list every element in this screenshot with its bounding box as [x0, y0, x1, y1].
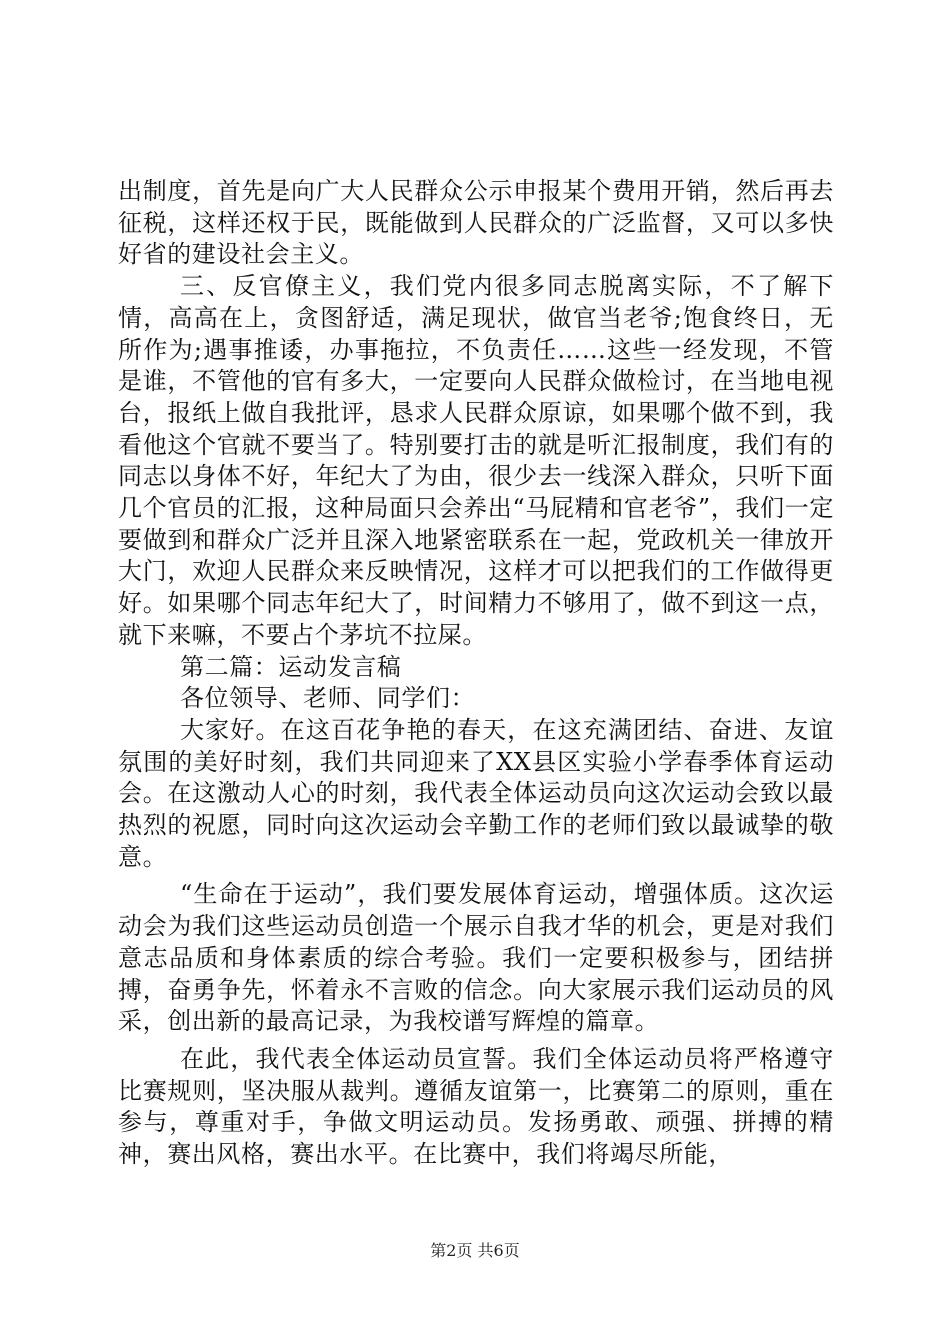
page-number-footer: 第2页 共6页	[430, 1241, 520, 1260]
document-body	[118, 176, 834, 1171]
paragraph-continuation: 出制度，首先是向广大人民群众公示申报某个费用开销，然后再去征税，这样还权于民，既能做到人民群众的广泛监督，又可以多快好省的建设社会主义。	[118, 177, 834, 269]
paragraph-greeting: 大家好。在这百花争艳的春天，在这充满团结、奋进、友谊氛围的美好时刻，我们共同迎来了XX县区实验小学春季体育运动会。在这激动人心的时刻，我代表全体运动员向这次运动会致以最热烈的祝愿，同时向这次运动会辛勤工作的老师们致以最诚挚的敬意。	[118, 715, 834, 871]
paragraph-anti-bureaucracy: 三、反官僚主义，我们党内很多同志脱离实际，不了解下情，高高在上，贪图舒适，满足现状，做官当老爷;饱食终日，无所作为;遇事推诿，办事拖拉，不负责任……这些一经发现，不管是谁，不管他的官有多大，一定要向人民群众做检讨，在当地电视台，报纸上做自我批评，恳求人民群众原谅，如果哪个做不到，我看他这个官就不要当了。特别要打击的就是听汇报制度，我们有的同志以身体不好，年纪大了为由，很少去一线深入群众，只听下面几个官员的汇报，这种局面只会养出“马屁精和官老爷”，我们一定要做到和群众广泛并且深入地紧密联系在一起，党政机关一律放开大门，欢迎人民群众来反映情况，这样才可以把我们的工作做得更好。如果哪个同志年纪大了，时间精力不够用了，做不到这一点，就下来嘛，不要占个茅坑不拉屎。	[118, 272, 834, 649]
salutation: 各位领导、老师、同学们：	[180, 684, 476, 713]
paragraph-oath: 在此，我代表全体运动员宣誓。我们全体运动员将严格遵守比赛规则，坚决服从裁判。遵循友谊第一，比赛第二的原则，重在参与，尊重对手，争做文明运动员。发扬勇敢、顽强、拼搏的精神，赛出风格，赛出水平。在比赛中，我们将竭尽所能，	[118, 1044, 834, 1169]
paragraph-life-in-motion: “生命在于运动”，我们要发展体育运动，增强体质。这次运动会为我们这些运动员创造一个展示自我才华的机会，更是对我们意志品质和身体素质的综合考验。我们一定要积极参与，团结拼搏，奋勇争先，怀着永不言败的信念。向大家展示我们运动员的风采，创出新的最高记录，为我校谱写辉煌的篇章。	[118, 880, 834, 1036]
section-heading: 第二篇：运动发言稿	[180, 652, 402, 681]
